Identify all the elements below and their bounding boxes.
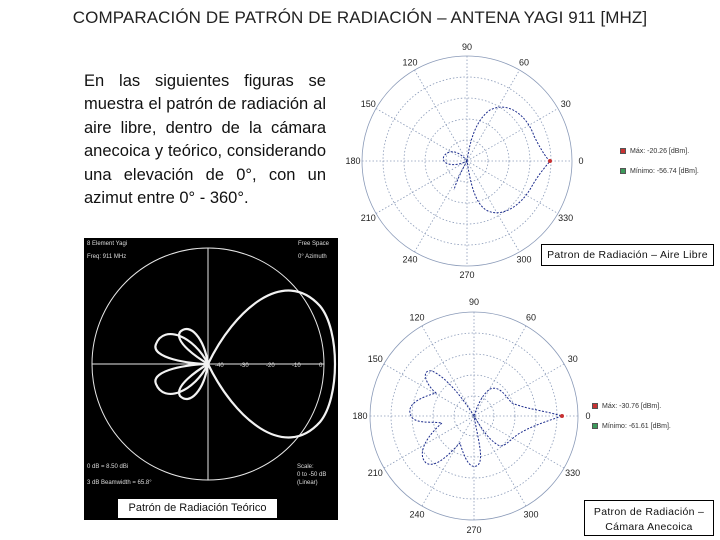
scale-tick-label: 0: [319, 363, 323, 369]
angle-label-210: 210: [367, 468, 383, 478]
min-marker-icon: [592, 423, 598, 429]
angle-label-240: 240: [402, 254, 418, 265]
anechoic-caption-line1: Patron de Radiación –: [593, 506, 705, 518]
theory-scale-title: Scale:: [297, 464, 314, 470]
theory-azimuth-label: 0° Azimuth: [298, 254, 327, 260]
legend-min: [620, 168, 699, 175]
min-marker-icon: [620, 168, 626, 174]
angle-label-180: 180: [352, 411, 368, 421]
theoretical-pattern-panel: [84, 238, 338, 520]
max-marker-icon: [620, 148, 626, 154]
legend-min-text: Mínimo: -61.61 [dBm].: [602, 423, 671, 430]
theory-environment-label: Free Space: [298, 241, 330, 247]
free-space-caption: Patron de Radiación – Aire Libre: [541, 244, 714, 266]
scale-tick-label: -20: [266, 363, 275, 369]
legend-min-text: Mínimo: -56.74 [dBm].: [630, 168, 699, 175]
angle-label-270: 270: [466, 525, 482, 535]
anechoic-caption-line2: Cámara Anecoica: [605, 521, 693, 533]
theory-gain-reference: 0 dB = 8.50 dBi: [87, 464, 129, 470]
legend-max-text: Máx: -20.26 [dBm].: [630, 148, 690, 155]
angle-label-120: 120: [409, 312, 425, 323]
scale-tick-label: -40: [215, 363, 224, 369]
anechoic-caption: [584, 500, 714, 536]
max-marker-icon: [592, 403, 598, 409]
angle-label-240: 240: [409, 509, 425, 520]
theory-scale-range: 0 to -50 dB: [297, 472, 327, 478]
angle-label-210: 210: [360, 213, 376, 223]
theory-antenna-label: 8 Element Yagi: [87, 241, 128, 247]
theory-scale-type: (Linear): [297, 480, 318, 486]
angle-label-30: 30: [567, 354, 578, 364]
angle-label-300: 300: [523, 509, 539, 520]
angle-label-330: 330: [558, 213, 574, 223]
theory-caption: Patrón de Radiación Teórico: [117, 498, 278, 519]
angle-label-180: 180: [345, 156, 361, 166]
angle-label-60: 60: [525, 312, 537, 323]
angle-label-150: 150: [367, 354, 383, 364]
angle-label-90: 90: [468, 297, 480, 307]
angle-label-300: 300: [516, 254, 532, 265]
angle-label-0: 0: [585, 411, 591, 421]
theory-beamwidth: 3 dB Beamwidth = 65.8°: [87, 480, 152, 486]
angle-label-30: 30: [560, 99, 571, 109]
angle-label-330: 330: [565, 468, 581, 478]
theory-frequency-label: Freq: 911 MHz: [87, 254, 127, 260]
free-space-polar-plot: [345, 40, 720, 280]
angle-label-0: 0: [578, 156, 584, 166]
legend-max: [620, 148, 689, 155]
legend-max-text: Máx: -30.76 [dBm].: [602, 403, 662, 410]
slide-title: COMPARACIÓN DE PATRÓN DE RADIACIÓN – ANTENA YAGI 911 [MHZ]: [72, 8, 648, 27]
angle-label-150: 150: [360, 99, 376, 109]
angle-label-60: 60: [518, 57, 530, 68]
angle-label-90: 90: [461, 42, 473, 52]
body-paragraph: En las siguientes figuras se muestra el patrón de radiación al aire libre, dentro de la cámara anecoica y teórico, considerando una elevación de 0°, con un azimut entre 0° - 360°.: [84, 72, 326, 208]
angle-label-270: 270: [459, 270, 475, 280]
angle-label-120: 120: [402, 57, 418, 68]
legend-min: [592, 423, 671, 430]
legend-max: [592, 403, 661, 410]
scale-tick-label: -10: [292, 363, 301, 369]
scale-tick-label: -30: [240, 363, 249, 369]
